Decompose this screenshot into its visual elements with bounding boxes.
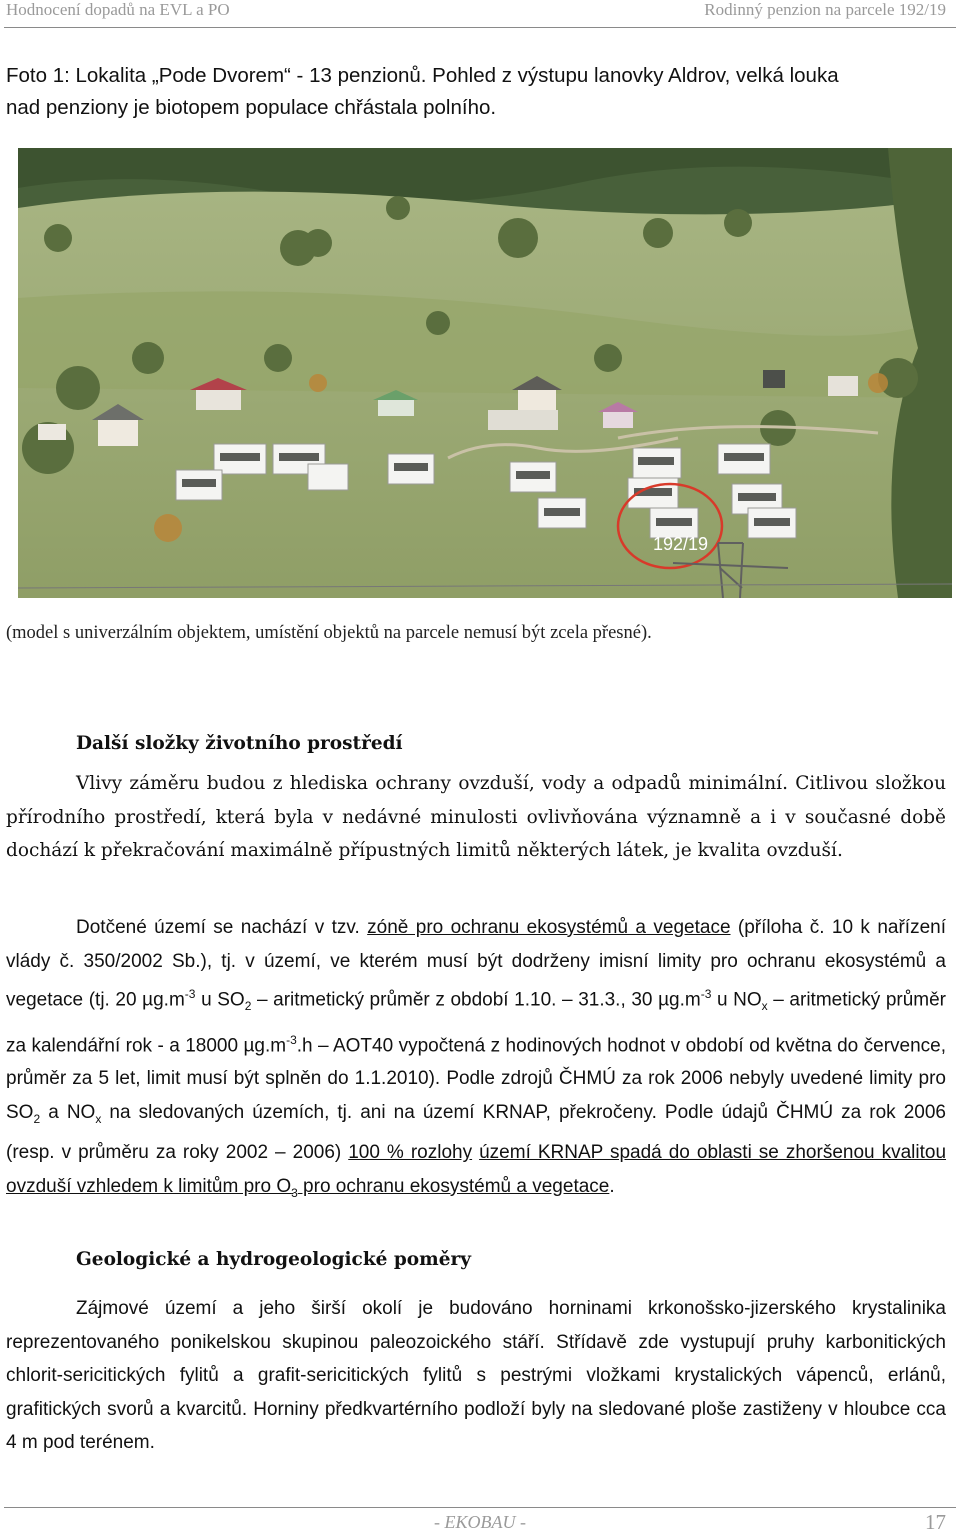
footer-divider (4, 1507, 956, 1508)
landscape-photo (18, 148, 952, 598)
header-right-title: Rodinný penzion na parcele 192/19 (704, 0, 946, 19)
photo-caption (6, 60, 946, 124)
link-zone: zóně pro ochranu ekosystémů a vegetace (367, 917, 731, 938)
geology-text: Zájmové území a jeho širší okolí je budováno horninami krkonošsko-jizerského krystalinika reprezentovaného ponikelskou skupinou paleozoického stáří. Střídavě zde vystupují pruhy karbonitických chlorit-sericitických fylitů a grafit-sericitických fylitů s pestrými vložkami krystalických vápenců, erlánů, grafitických svorů a kvarcitů. Horniny předkvartérního podloží byly na sledované ploše zastiženy v hloubce cca 4 m pod terénem. (6, 1298, 946, 1453)
paragraph-geology (6, 1292, 946, 1460)
caption-line-1: Foto 1: Lokalita „Pode Dvorem“ - 13 penzionů. Pohled z výstupu lanovky Aldrov, velká louka (6, 64, 839, 87)
header-left-title: Hodnocení dopadů na EVL a PO (6, 0, 230, 19)
page-number: 17 (925, 1510, 946, 1534)
caption-line-2: nad penziony je biotopem populace chřástala polního. (6, 96, 497, 119)
landscape-illustration (18, 148, 952, 598)
photo-model-note: (model s univerzálním objektem, umístění objektů na parcele nemusí být zcela přesné). (6, 623, 652, 643)
underline-krnap-area: území KRNAP spadá do oblasti se zhoršenou kvalitou ovzduší vzhledem k limitům pro $O_3$ pro ochranu ekosystémů a vegetace (6, 1142, 947, 1200)
underline-100-percent: 100 % rozlohy (348, 1142, 473, 1164)
header-divider (4, 27, 956, 28)
paragraph-ecosystem-zone (6, 911, 946, 1210)
paragraph-air-quality (6, 767, 946, 868)
footer-company: - EKOBAU - (434, 1512, 526, 1532)
section-heading-geology: Geologické a hydrogeologické poměry (76, 1249, 471, 1270)
parcel-label: 192/19 (653, 534, 709, 554)
ecosystem-zone-text: Dotčené území se nachází v tzv. zóně pro ochranu ekosystémů a vegetace (příloha č. 10 k nařízení vlády č. 350/2002 Sb.), tj. v území, ve kterém musí být dodrženy imisní limity pro ochranu ekosystémů a vegetace (tj. 20 $\mu g.m^{-3}$ u $SO_2$ – aritmetický průměr z období 1.10. – 31.3., 30 $\mu g.m^{-3}$ u $NO_x$ – aritmetický průměr za kalendářní rok - a 18000 $\mu g.m^{-3}.h - AOT40$ vypočtená z hodinových hodnot v období od května do července, průměr za 5 let, limit musí být splněn do 1.1.2010). Podle zdrojů ČHMÚ za rok 2006 nebyly uvedené limity pro $SO_2$ a $NO_x$ na sledovaných územích, tj. ani na území KRNAP, překročeny. Podle údajů ČHMÚ za rok 2006 (resp. v průměru za roky 2002 – 2006) 100 % rozlohy území KRNAP spadá do oblasti se zhoršenou kvalitou ovzduší vzhledem k limitům pro $O_3$ pro ochranu ekosystémů a vegetace. (6, 917, 947, 1200)
air-quality-text: Vlivy záměru budou z hlediska ochrany ovzduší, vody a odpadů minimální. Citlivou složkou přírodního prostředí, která byla v nedávné minulosti ovlivňována významně a i v současné době dochází k překračování maximálně přípustných limitů některých látek, je kvalita ovzduší. (6, 773, 946, 861)
section-heading-other-components: Další složky životního prostředí (76, 733, 403, 754)
